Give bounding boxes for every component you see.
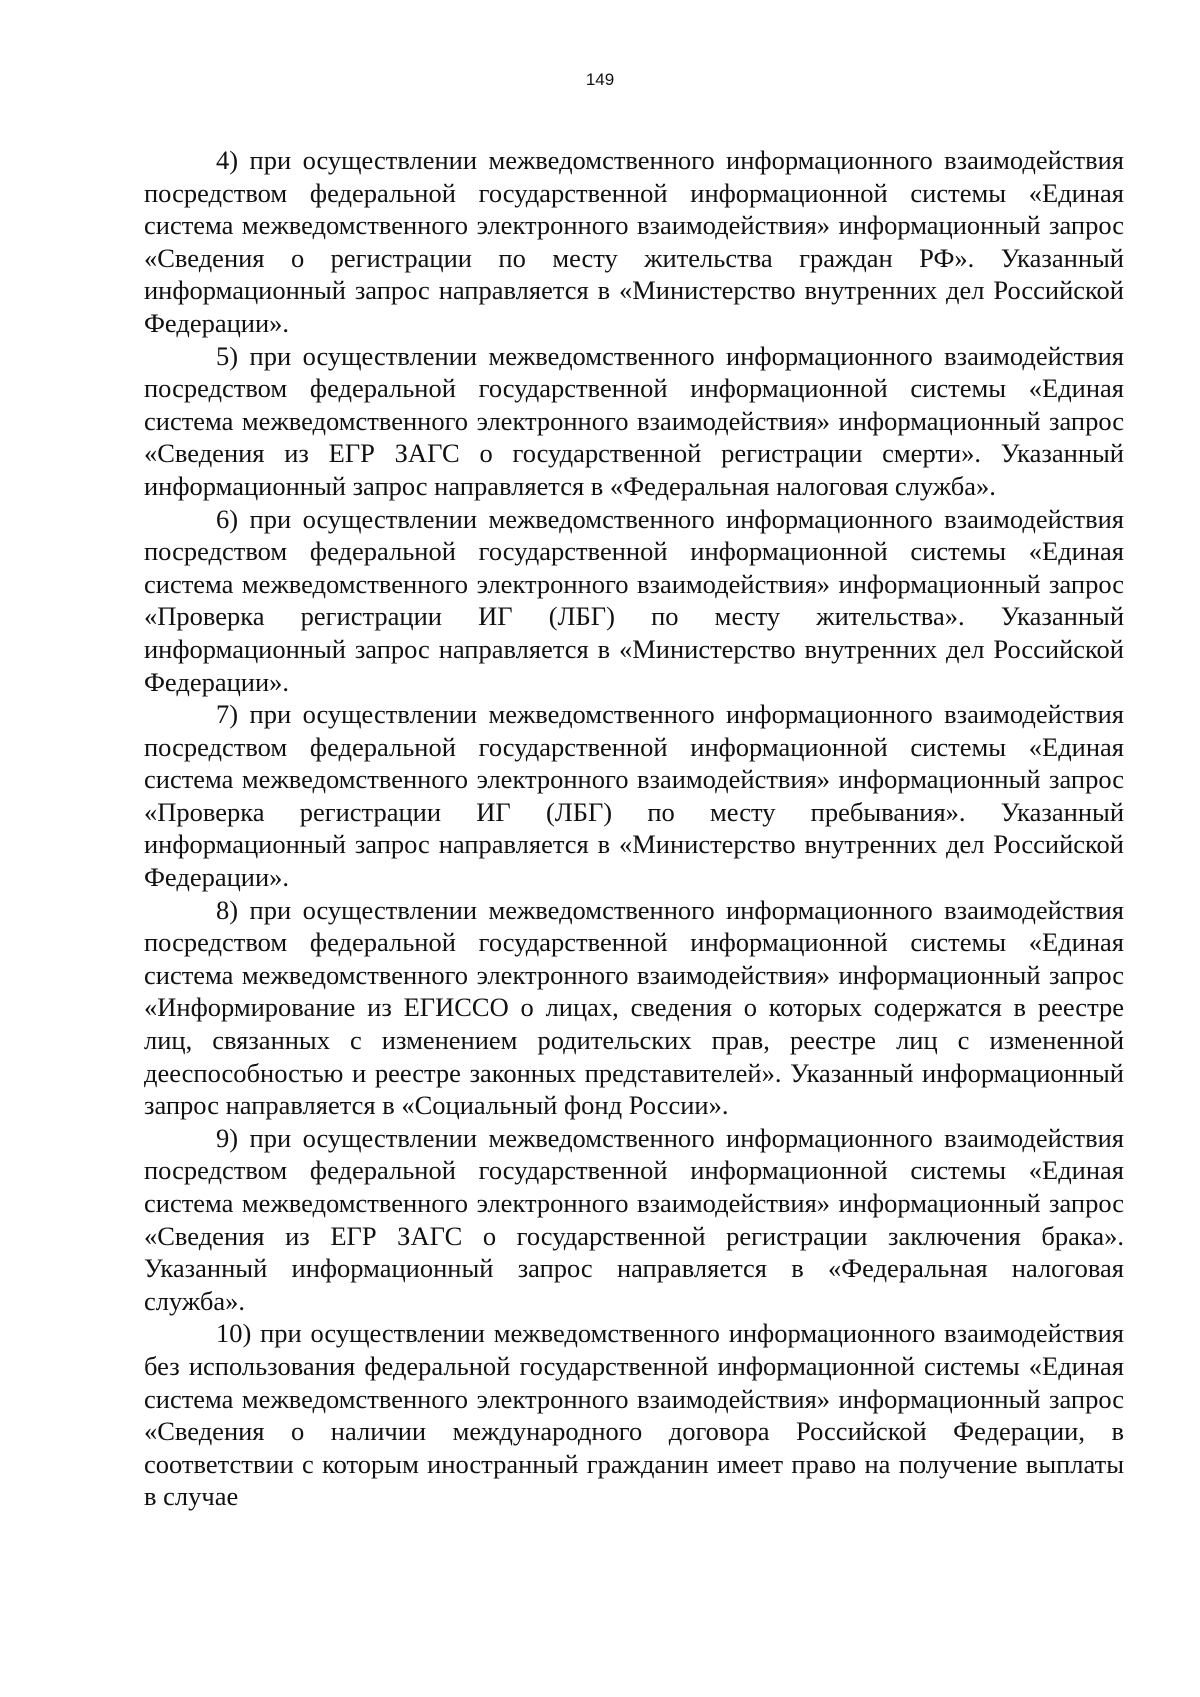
paragraph-item-8: 8) при осуществлении межведомственного информационного взаимодействия посредством федеральной государственной информационной системы «Единая система межведомственного электронного взаимодействия» информационный запрос «Информирование из ЕГИССО о лицах, сведения о которых содержатся в реестре лиц, связанных с изменением родительских прав, реестре лиц с измененной дееспособностью и реестре законных представителей». Указанный информационный запрос направляется в «Социальный фонд России». xyxy=(144,894,1124,1121)
paragraph-item-4: 4) при осуществлении межведомственного информационного взаимодействия посредством федеральной государственной информационной системы «Единая система межведомственного электронного взаимодействия» информационный запрос «Сведения о регистрации по месту жительства граждан РФ». Указанный информационный запрос направляется в «Министерство внутренних дел Российской Федерации». xyxy=(144,145,1124,338)
paragraph-item-10: 10) при осуществлении межведомственного информационного взаимодействия без использования федеральной государственной информационной системы «Единая система межведомственного электронного взаимодействия» информационный запрос «Сведения о наличии международного договора Российской Федерации, в соответствии с которым иностранный гражданин имеет право на получение выплаты в случае xyxy=(144,1318,1124,1512)
page-number: 149 xyxy=(585,70,615,89)
paragraph-item-6: 6) при осуществлении межведомственного информационного взаимодействия посредством федеральной государственной информационной системы «Единая система межведомственного электронного взаимодействия» информационный запрос «Проверка регистрации ИГ (ЛБГ) по месту жительства». Указанный информационный запрос направляется в «Министерство внутренних дел Российской Федерации». xyxy=(144,503,1124,697)
paragraph-item-5: 5) при осуществлении межведомственного информационного взаимодействия посредством федеральной государственной информационной системы «Единая система межведомственного электронного взаимодействия» информационный запрос «Сведения из ЕГР ЗАГС о государственной регистрации смерти». Указанный информационный запрос направляется в «Федеральная налоговая служба». xyxy=(144,340,1124,501)
paragraph-item-7: 7) при осуществлении межведомственного информационного взаимодействия посредством федеральной государственной информационной системы «Единая система межведомственного электронного взаимодействия» информационный запрос «Проверка регистрации ИГ (ЛБГ) по месту пребывания». Указанный информационный запрос направляется в «Министерство внутренних дел Российской Федерации». xyxy=(144,699,1124,893)
document-body xyxy=(144,144,1124,1513)
paragraph-item-9: 9) при осуществлении межведомственного информационного взаимодействия посредством федеральной государственной информационной системы «Единая система межведомственного электронного взаимодействия» информационный запрос «Сведения из ЕГР ЗАГС о государственной регистрации заключения брака». Указанный информационный запрос направляется в «Федеральная налоговая служба». xyxy=(144,1122,1124,1316)
